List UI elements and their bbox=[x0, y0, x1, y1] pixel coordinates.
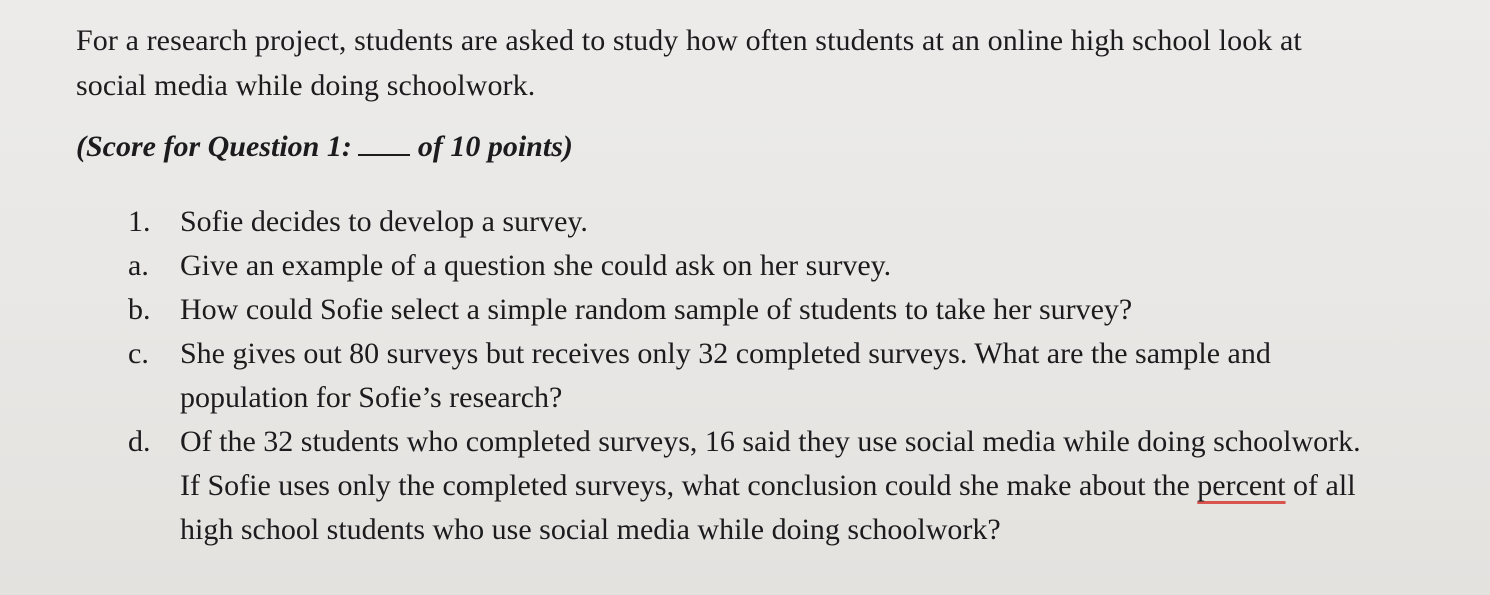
list-marker: c. bbox=[128, 337, 149, 370]
list-item-text: She gives out 80 surveys but receives only 32 completed surveys. What are the sample and population for Sofie’s research? bbox=[180, 337, 1271, 414]
list-item-a bbox=[128, 244, 1368, 288]
score-suffix: of 10 points) bbox=[417, 130, 573, 163]
score-blank bbox=[358, 126, 410, 156]
list-marker: a. bbox=[128, 249, 149, 282]
list-item-d bbox=[128, 420, 1368, 552]
question-list bbox=[128, 200, 1368, 552]
list-marker: b. bbox=[128, 293, 151, 326]
score-prefix: (Score for Question 1: bbox=[76, 130, 352, 163]
list-marker: 1. bbox=[128, 205, 151, 238]
score-line bbox=[76, 126, 573, 167]
list-item-text: How could Sofie select a simple random sample of students to take her survey? bbox=[180, 293, 1133, 326]
list-item-c bbox=[128, 332, 1368, 420]
list-item-b bbox=[128, 288, 1368, 332]
spellcheck-underlined-word: percent bbox=[1197, 469, 1286, 502]
intro-paragraph: For a research project, students are asked to study how often students at an online high school look at social media while doing schoolwork. bbox=[76, 24, 1302, 102]
list-item-text-after: of all high school students who use social media while doing schoolwork? bbox=[180, 469, 1356, 546]
list-item-text: Sofie decides to develop a survey. bbox=[180, 205, 588, 238]
list-marker: d. bbox=[128, 425, 151, 458]
list-item-text: Give an example of a question she could ask on her survey. bbox=[180, 249, 892, 282]
list-item-1 bbox=[128, 200, 1368, 244]
list-item-text-before: Of the 32 students who completed surveys, 16 said they use social media while doing schoolwork. If Sofie uses only the completed surveys, what conclusion could she make about the bbox=[180, 425, 1361, 502]
